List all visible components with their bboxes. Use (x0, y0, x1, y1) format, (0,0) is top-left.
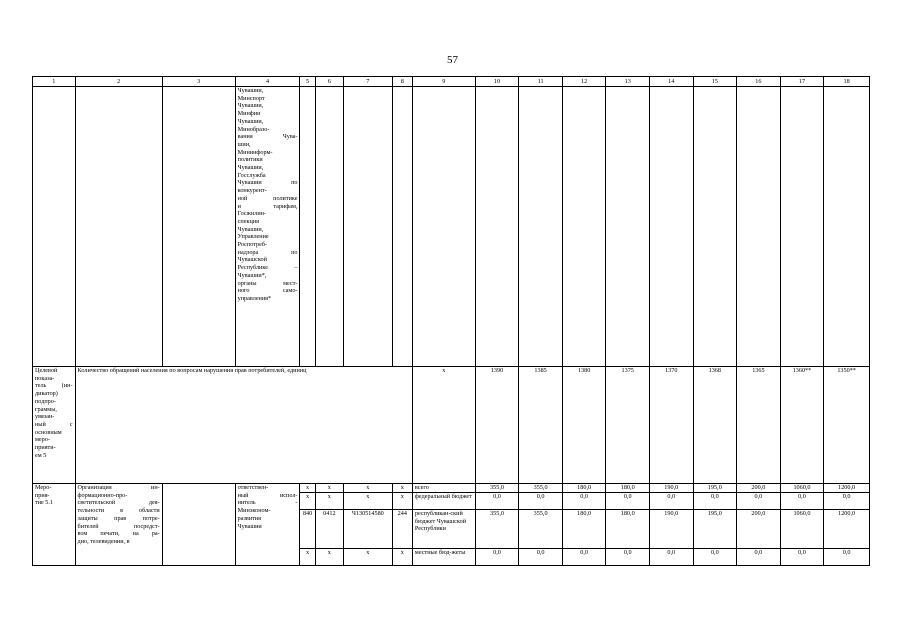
indicator-source: x (412, 367, 475, 484)
funding-value: 355,0 (519, 484, 563, 493)
vr-cell: 244 (392, 510, 412, 549)
funding-value: 0,0 (562, 549, 606, 566)
measure-label: Меро- прия- тие 5.1 (33, 484, 76, 566)
indicator-value: 1350** (824, 367, 870, 484)
indicator-value: 1365 (737, 367, 781, 484)
col-header: 17 (780, 77, 824, 87)
funding-value: 0,0 (737, 493, 781, 510)
indicator-value: 1390 (475, 367, 519, 484)
funding-value: 0,0 (562, 493, 606, 510)
measure-name: Организация ин- формационно-про- светительской дея- тельности в области защиты прав потре- бителей посредст- вом печати, на ра- дио, телевидении, в (75, 484, 162, 566)
rzpr-cell: x (315, 484, 343, 493)
col-header: 7 (344, 77, 393, 87)
funding-value: 195,0 (693, 510, 737, 549)
grbs-cell: x (300, 549, 315, 566)
funding-value: 0,0 (606, 493, 650, 510)
funding-value: 0,0 (824, 549, 870, 566)
funding-value: 0,0 (693, 493, 737, 510)
funding-source: местные бюд-жеты (412, 549, 475, 566)
vr-cell: x (392, 484, 412, 493)
funding-value: 180,0 (562, 484, 606, 493)
funding-value: 200,0 (737, 484, 781, 493)
funding-value: 355,0 (519, 510, 563, 549)
col-header: 4 (235, 77, 300, 87)
col-header: 1 (33, 77, 76, 87)
funding-value: 0,0 (780, 493, 824, 510)
budget-table (32, 76, 870, 566)
indicator-value: 1370 (649, 367, 693, 484)
csr-cell: x (344, 484, 393, 493)
funding-value: 0,0 (649, 493, 693, 510)
indicator-value: 1368 (693, 367, 737, 484)
measure-executor: ответствен- ный испол- нитель - Минэконом- развития Чувашии (235, 484, 300, 566)
rzpr-cell: x (315, 493, 343, 510)
grbs-cell: x (300, 484, 315, 493)
funding-value: 1060,0 (780, 484, 824, 493)
col-header: 5 (300, 77, 315, 87)
indicator-value: 1375 (606, 367, 650, 484)
indicator-value: 1385 (519, 367, 563, 484)
continuation-row (33, 87, 870, 367)
measure-row-total (33, 484, 870, 493)
page-number: 57 (447, 54, 458, 66)
funding-value: 1200,0 (824, 510, 870, 549)
csr-cell: x (344, 549, 393, 566)
funding-source: республикан-ский бюджет Чувашской Республики (412, 510, 475, 549)
col-header: 14 (649, 77, 693, 87)
vr-cell: x (392, 493, 412, 510)
funding-value: 355,0 (475, 484, 519, 493)
funding-value: 200,0 (737, 510, 781, 549)
funding-value: 0,0 (475, 493, 519, 510)
col-header: 6 (315, 77, 343, 87)
rzpr-cell: x (315, 549, 343, 566)
funding-value: 0,0 (475, 549, 519, 566)
funding-value: 195,0 (693, 484, 737, 493)
grbs-cell: 840 (300, 510, 315, 549)
col-header: 3 (162, 77, 235, 87)
csr-cell: x (344, 493, 393, 510)
funding-value: 180,0 (562, 510, 606, 549)
col-header: 8 (392, 77, 412, 87)
col-header: 18 (824, 77, 870, 87)
col-header: 12 (562, 77, 606, 87)
funding-source: федеральный бюджет (412, 493, 475, 510)
funding-value: 0,0 (649, 549, 693, 566)
funding-value: 180,0 (606, 484, 650, 493)
funding-value: 0,0 (519, 493, 563, 510)
funding-value: 355,0 (475, 510, 519, 549)
indicator-row (33, 367, 870, 484)
rzpr-cell: 0412 (315, 510, 343, 549)
col-header: 9 (412, 77, 475, 87)
funding-value: 180,0 (606, 510, 650, 549)
funding-value: 0,0 (606, 549, 650, 566)
col-header: 2 (75, 77, 162, 87)
funding-value: 0,0 (737, 549, 781, 566)
funding-value: 0,0 (693, 549, 737, 566)
csr-cell: Ч130514580 (344, 510, 393, 549)
indicator-value: 1380 (562, 367, 606, 484)
funding-value: 0,0 (780, 549, 824, 566)
funding-value: 190,0 (649, 510, 693, 549)
funding-value: 1200,0 (824, 484, 870, 493)
indicator-label: Целевой показа- тель (ин- дикатор) подпро- граммы, увязан- ный с основным меро- прияти- ем 5 (33, 367, 76, 484)
funding-value: 190,0 (649, 484, 693, 493)
col-header: 11 (519, 77, 563, 87)
grbs-cell: x (300, 493, 315, 510)
indicator-text: Количество обращений населения по вопросам нарушения прав потребителей, единиц (75, 367, 412, 484)
vr-cell: x (392, 549, 412, 566)
funding-source: всего (412, 484, 475, 493)
indicator-value: 1360** (780, 367, 824, 484)
executors-list: Чувашии, Минспорт Чувашии, Минфин Чувашии, Минобразо- вания Чува- шии, Мининформ- политики Чувашии, Госслужба Чувашии по конкурент- ной политике и тарифам, Госжилин- спекция Чувашии, Управление Роспотреб- надзора по Чувашской Республике – Чувашии*, органы мест- ного само- управления* (235, 87, 300, 367)
funding-value: 0,0 (519, 549, 563, 566)
col-header: 10 (475, 77, 519, 87)
funding-value: 1060,0 (780, 510, 824, 549)
col-header: 16 (737, 77, 781, 87)
column-number-row (33, 77, 870, 87)
col-header: 13 (606, 77, 650, 87)
funding-value: 0,0 (824, 493, 870, 510)
col-header: 15 (693, 77, 737, 87)
